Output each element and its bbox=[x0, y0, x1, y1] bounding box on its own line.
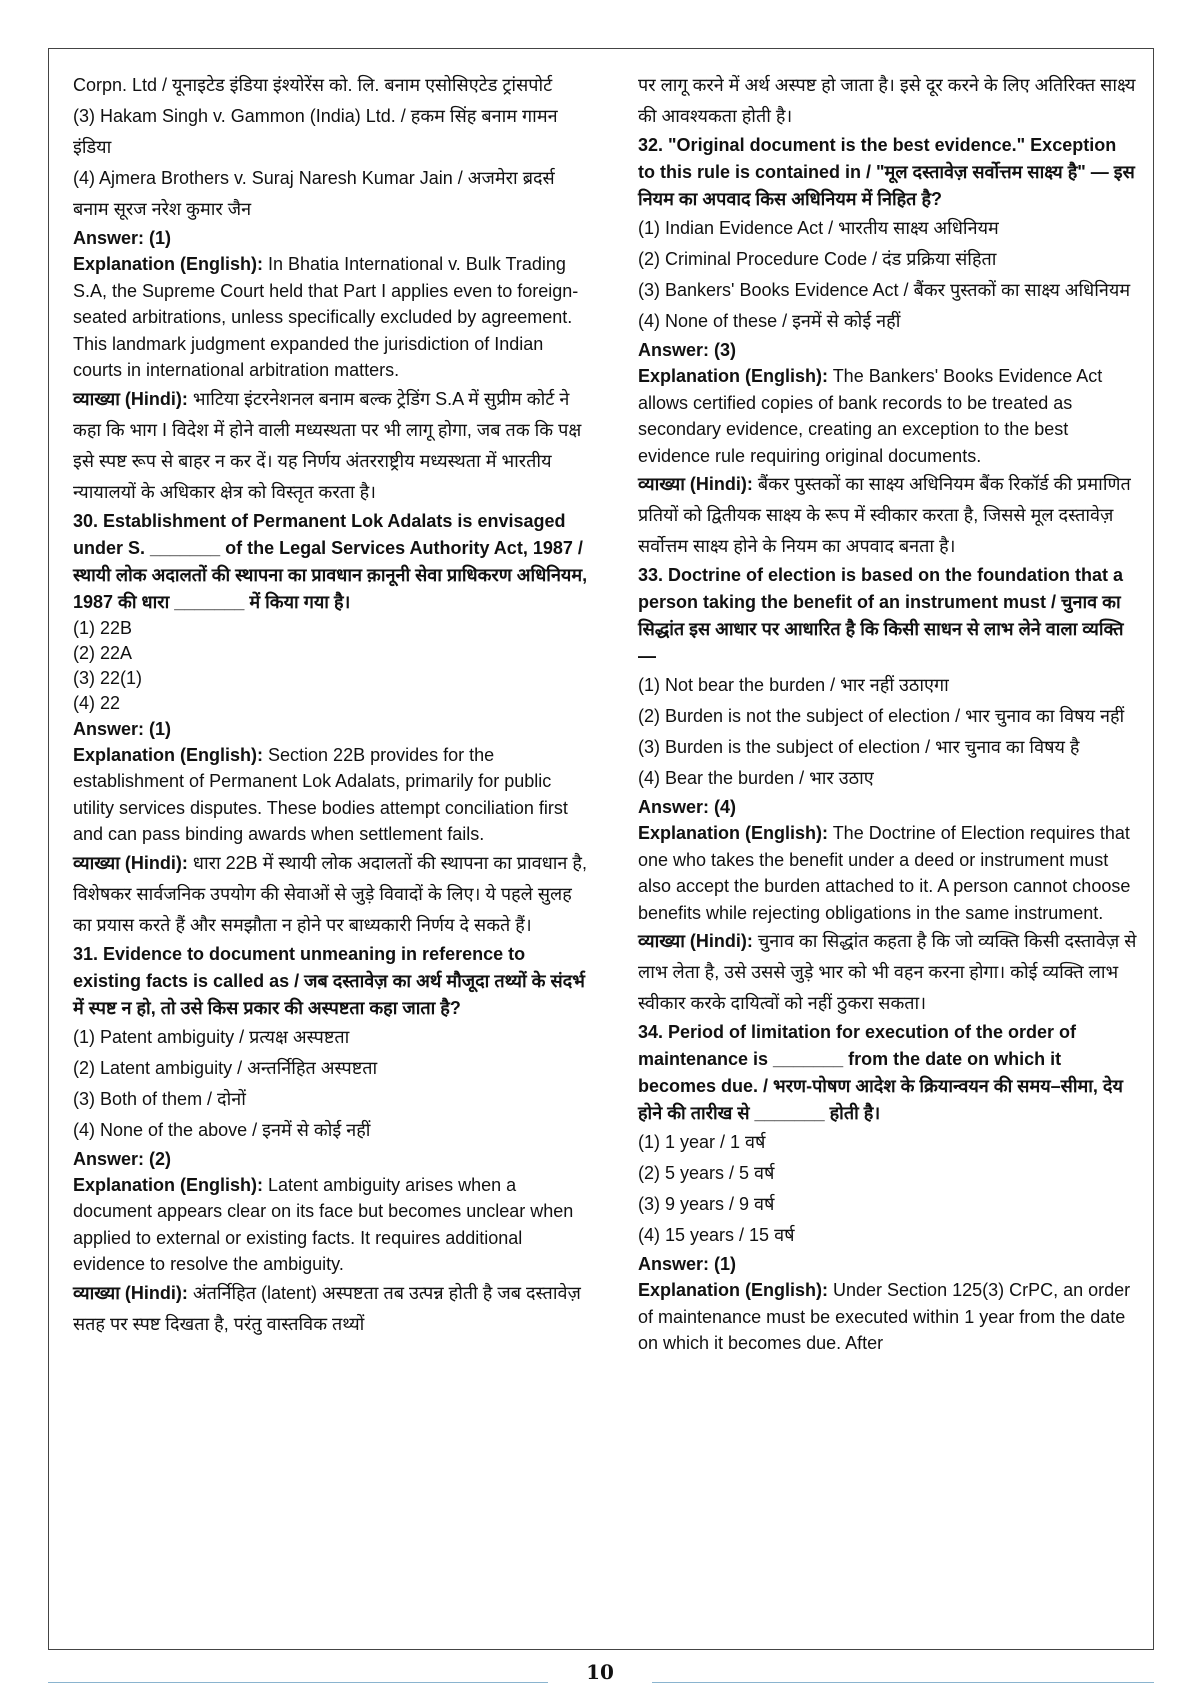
q33-option-4: (4) Bear the burden / भार उठाए bbox=[638, 768, 874, 788]
right-column bbox=[638, 70, 1138, 1357]
q34-option-3: (3) 9 years / 9 वर्ष bbox=[638, 1194, 775, 1214]
page-number: 10 bbox=[586, 1660, 614, 1684]
explanation-english-text: In Bhatia International v. Bulk Trading S.A, the Supreme Court held that Part I applies even to foreign-seated arbitrations, unless specifically excluded by agreement. This landmark judgment expanded the jurisdiction of Indian courts in international arbitration matters. bbox=[73, 254, 579, 380]
q29-option-4: (4) Ajmera Brothers v. Suraj Naresh Kumar Jain / अजमेरा ब्रदर्स बनाम सूरज नरेश कुमार जैन bbox=[73, 168, 555, 219]
explanation-english-text: Under Section 125(3) CrPC, an order of maintenance must be executed within 1 year from the date on which it becomes due. After bbox=[638, 1280, 1131, 1353]
q30-explanation-english bbox=[73, 742, 593, 848]
explanation-hindi-text: धारा 22B में स्थायी लोक अदालतों की स्थापना का प्रावधान है, विशेषकर सार्वजनिक उपयोग की सेवाओं से जुड़े विवादों के लिए। ये पहले सुलह का प्रयास करते हैं और समझौता न होने पर बाध्यकारी निर्णय दे सकते हैं। bbox=[73, 852, 587, 935]
q32-explanation-english bbox=[638, 363, 1138, 469]
q34-option-2: (2) 5 years / 5 वर्ष bbox=[638, 1163, 775, 1183]
q32-explanation-hindi bbox=[638, 469, 1138, 562]
q29-answer: Answer: (1) bbox=[73, 228, 172, 248]
q32-question: 32. "Original document is the best evidence." Exception to this rule is contained in / "मूल दस्तावेज़ सर्वोत्तम साक्ष्य है" — इस नियम का अपवाद किस अधिनियम में निहित है? bbox=[638, 135, 1135, 209]
q30-explanation-hindi bbox=[73, 848, 593, 941]
q33-answer: Answer: (4) bbox=[638, 797, 737, 817]
explanation-hindi-text: अंतर्निहित (latent) अस्पष्टता तब उत्पन्न होती है जब दस्तावेज़ सतह पर स्पष्ट दिखता है, परंतु वास्तविक तथ्यों bbox=[73, 1282, 581, 1334]
q31-explanation-english bbox=[73, 1172, 593, 1278]
q34-question: 34. Period of limitation for execution of the order of maintenance is _______ from the date on which it becomes due. / भरण-पोषण आदेश के क्रियान्वयन की समय–सीमा, देय होने की तारीख से _______ होती है। bbox=[638, 1022, 1123, 1123]
explanation-english-label: Explanation (English): bbox=[73, 744, 264, 765]
explanation-hindi-label: व्याख्या (Hindi): bbox=[73, 1282, 188, 1303]
q32-option-2: (2) Criminal Procedure Code / दंड प्रक्रिया संहिता bbox=[638, 249, 997, 269]
q34-option-4: (4) 15 years / 15 वर्ष bbox=[638, 1225, 795, 1245]
explanation-english-text: Latent ambiguity arises when a document appears clear on its face but becomes unclear when applied to external or existing facts. It requires additional evidence to resolve the ambiguity. bbox=[73, 1174, 574, 1274]
q32-answer: Answer: (3) bbox=[638, 340, 737, 360]
explanation-english-label: Explanation (English): bbox=[73, 1174, 264, 1195]
q31-question: 31. Evidence to document unmeaning in reference to existing facts is called as / जब दस्तावेज़ का अर्थ मौजूदा तथ्यों के संदर्भ में स्पष्ट न हो, तो उसे किस प्रकार की अस्पष्टता कहा जाता है? bbox=[73, 943, 585, 1018]
q33-option-2: (2) Burden is not the subject of election / भार चुनाव का विषय नहीं bbox=[638, 706, 1125, 726]
q29-option-3: (3) Hakam Singh v. Gammon (India) Ltd. / हकम सिंह बनाम गामन इंडिया bbox=[73, 106, 558, 157]
q29-option-continued: Corpn. Ltd / यूनाइटेड इंडिया इंश्योरेंस को. लि. बनाम एसोसिएटेड ट्रांसपोर्ट bbox=[73, 75, 553, 95]
q33-option-3: (3) Burden is the subject of election / भार चुनाव का विषय है bbox=[638, 737, 1080, 757]
q31-explanation-hindi bbox=[73, 1278, 593, 1340]
q30-option-3: (3) 22(1) bbox=[73, 667, 143, 688]
explanation-english-label: Explanation (English): bbox=[638, 1280, 829, 1300]
explanation-hindi-label: व्याख्या (Hindi): bbox=[638, 931, 753, 951]
q32-option-3: (3) Bankers' Books Evidence Act / बैंकर पुस्तकों का साक्ष्य अधिनियम bbox=[638, 280, 1131, 300]
q33-option-1: (1) Not bear the burden / भार नहीं उठाएगा bbox=[638, 675, 949, 695]
q31-option-1: (1) Patent ambiguity / प्रत्यक्ष अस्पष्टता bbox=[73, 1026, 350, 1047]
left-column bbox=[73, 70, 593, 1340]
q29-explanation-english bbox=[73, 251, 593, 384]
q34-explanation-english bbox=[638, 1277, 1138, 1357]
explanation-english-label: Explanation (English): bbox=[638, 823, 829, 843]
q31-explanation-continued: पर लागू करने में अर्थ अस्पष्ट हो जाता है। इसे दूर करने के लिए अतिरिक्त साक्ष्य की आवश्यकता होती है। bbox=[638, 75, 1136, 126]
q33-explanation-english bbox=[638, 820, 1138, 926]
explanation-english-label: Explanation (English): bbox=[73, 254, 264, 274]
q32-option-4: (4) None of these / इनमें से कोई नहीं bbox=[638, 311, 901, 331]
explanation-hindi-label: व्याख्या (Hindi): bbox=[73, 852, 188, 873]
q31-option-2: (2) Latent ambiguity / अन्तर्निहित अस्पष्टता bbox=[73, 1057, 378, 1078]
q29-explanation-hindi bbox=[73, 384, 593, 508]
explanation-hindi-text: भाटिया इंटरनेशनल बनाम बल्क ट्रेडिंग S.A में सुप्रीम कोर्ट ने कहा कि भाग I विदेश में होने वाली मध्यस्थता पर भी लागू होगा, जब तक कि पक्ष इसे स्पष्ट रूप से बाहर न कर दें। यह निर्णय अंतरराष्ट्रीय मध्यस्थता में भारतीय न्यायालयों के अधिकार क्षेत्र को विस्तृत करता है। bbox=[73, 388, 582, 502]
q34-answer: Answer: (1) bbox=[638, 1254, 737, 1274]
q32-option-1: (1) Indian Evidence Act / भारतीय साक्ष्य अधिनियम bbox=[638, 218, 999, 238]
q30-option-4: (4) 22 bbox=[73, 692, 121, 713]
explanation-hindi-text: बैंकर पुस्तकों का साक्ष्य अधिनियम बैंक रिकॉर्ड की प्रमाणित प्रतियों को द्वितीयक साक्ष्य के रूप में स्वीकार करता है, जिससे मूल दस्तावेज़ सर्वोत्तम साक्ष्य होने के नियम का अपवाद बनता है। bbox=[638, 474, 1131, 556]
explanation-hindi-text: चुनाव का सिद्धांत कहता है कि जो व्यक्ति किसी दस्तावेज़ से लाभ लेता है, उसे उससे जुड़े भार को भी वहन करना होगा। कोई व्यक्ति लाभ स्वीकार करके दायित्वों को नहीं ठुकरा सकता। bbox=[638, 931, 1137, 1013]
q30-option-2: (2) 22A bbox=[73, 642, 133, 663]
explanation-hindi-label: व्याख्या (Hindi): bbox=[638, 474, 753, 494]
q30-question: 30. Establishment of Permanent Lok Adalats is envisaged under S. _______ of the Legal Services Authority Act, 1987 / स्थायी लोक अदालतों की स्थापना का प्रावधान क़ानूनी सेवा प्राधिकरण अधिनियम, 1987 की धारा _______ में किया गया है। bbox=[73, 510, 588, 612]
q31-option-3: (3) Both of them / दोनों bbox=[73, 1088, 246, 1109]
q33-question: 33. Doctrine of election is based on the foundation that a person taking the benefit of an instrument must / चुनाव का सिद्धांत इस आधार पर आधारित है कि किसी साधन से लाभ लेने वाला व्यक्ति— bbox=[638, 565, 1124, 666]
q30-option-1: (1) 22B bbox=[73, 617, 133, 638]
q30-answer: Answer: (1) bbox=[73, 718, 172, 739]
explanation-english-text: The Doctrine of Election requires that one who takes the benefit under a deed or instrument must also accept the burden attached to it. A person cannot choose benefits while rejecting obligations in the same instrument. bbox=[638, 823, 1131, 923]
explanation-hindi-label: व्याख्या (Hindi): bbox=[73, 388, 188, 409]
q31-option-4: (4) None of the above / इनमें से कोई नहीं bbox=[73, 1119, 371, 1140]
q33-explanation-hindi bbox=[638, 926, 1138, 1019]
q31-answer: Answer: (2) bbox=[73, 1148, 172, 1169]
explanation-english-label: Explanation (English): bbox=[638, 366, 829, 386]
explanation-english-text: The Bankers' Books Evidence Act allows certified copies of bank records to be treated as secondary evidence, creating an exception to the best evidence rule requiring original documents. bbox=[638, 366, 1103, 466]
q34-option-1: (1) 1 year / 1 वर्ष bbox=[638, 1132, 766, 1152]
explanation-english-text: Section 22B provides for the establishment of Permanent Lok Adalats, primarily for public utility services disputes. These bodies attempt conciliation first and can pass binding awards when settlement fails. bbox=[73, 744, 568, 844]
